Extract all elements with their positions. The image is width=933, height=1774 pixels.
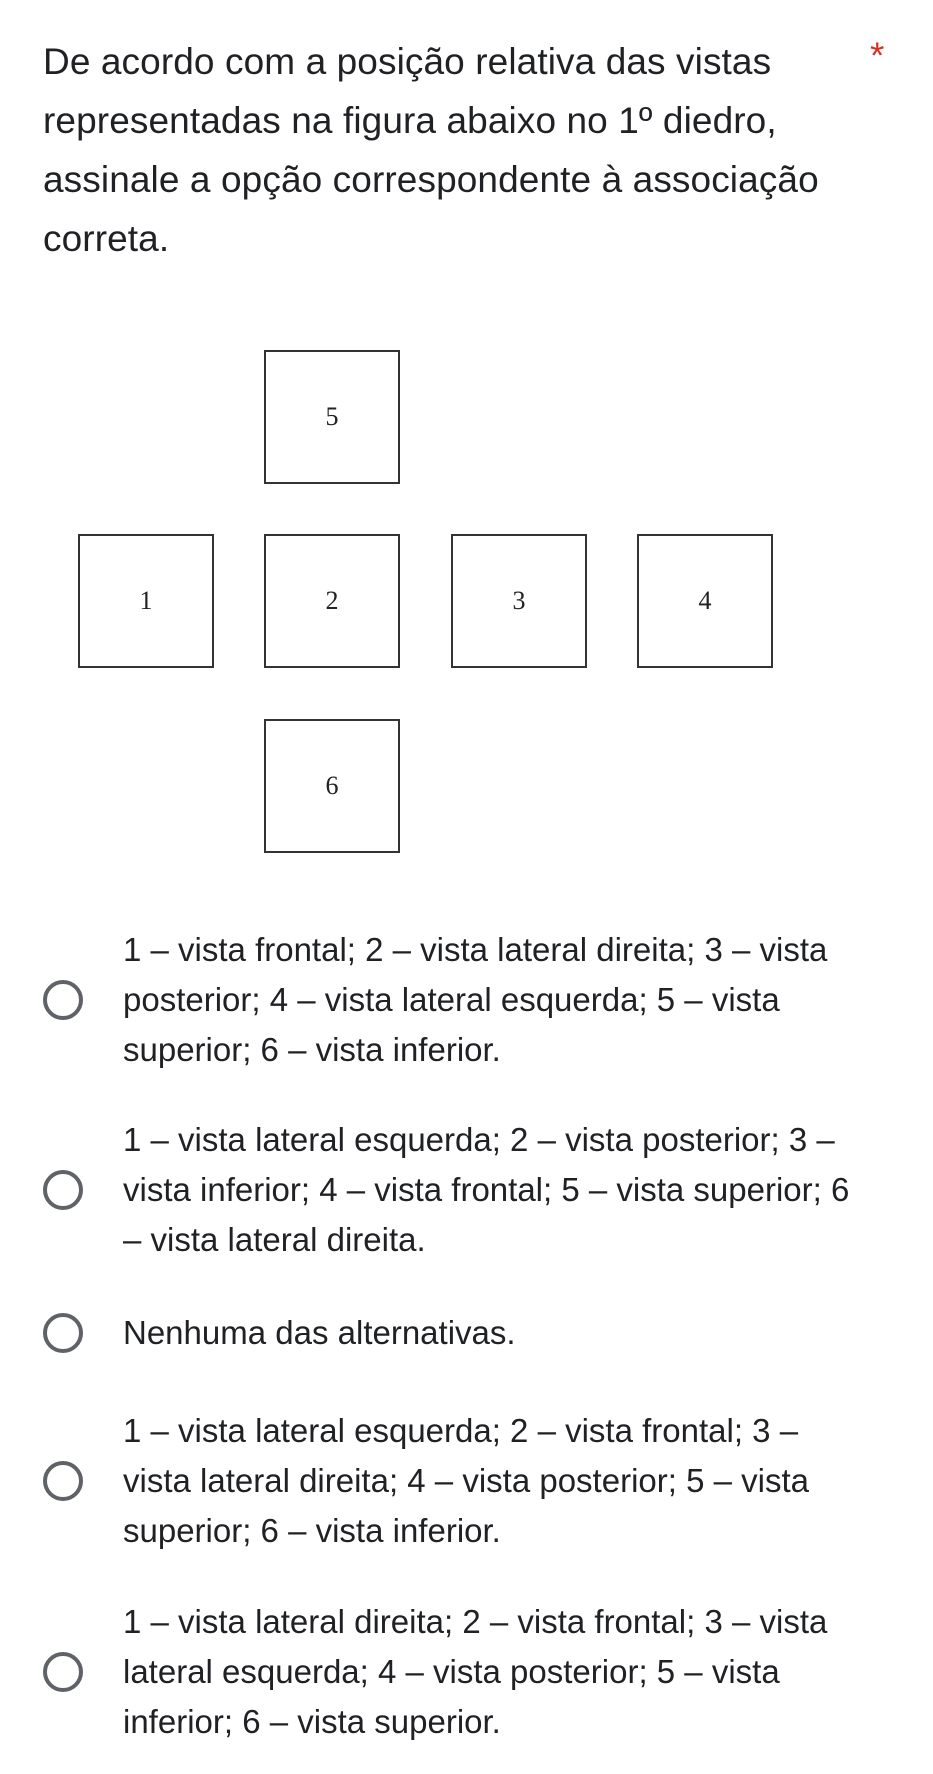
required-asterisk: *	[870, 35, 885, 76]
option-5[interactable]	[43, 1597, 903, 1747]
radio-button[interactable]	[43, 980, 83, 1020]
option-label: Nenhuma das alternativas.	[123, 1314, 516, 1351]
view-box-3: 3	[451, 534, 587, 668]
option-1[interactable]	[43, 925, 903, 1075]
option-label: 1 – vista lateral esquerda; 2 – vista frontal; 3 – vista lateral direita; 4 – vista posterior; 5 – vista superior; 6 – vista inferior.	[123, 1412, 809, 1549]
option-2[interactable]	[43, 1115, 903, 1265]
radio-button[interactable]	[43, 1461, 83, 1501]
option-label: 1 – vista lateral direita; 2 – vista frontal; 3 – vista lateral esquerda; 4 – vista posterior; 5 – vista inferior; 6 – vista superior.	[123, 1603, 828, 1740]
option-label: 1 – vista lateral esquerda; 2 – vista posterior; 3 – vista inferior; 4 – vista frontal; 5 – vista superior; 6 – vista lateral direita.	[123, 1121, 850, 1258]
option-3[interactable]	[43, 1308, 903, 1358]
option-4[interactable]	[43, 1406, 903, 1556]
radio-button[interactable]	[43, 1313, 83, 1353]
question-title: De acordo com a posição relativa das vistas representadas na figura abaixo no 1º diedro, assinale a opção correspondente à associação correta.	[43, 41, 819, 259]
view-box-4: 4	[637, 534, 773, 668]
view-box-5: 5	[264, 350, 400, 484]
view-box-1: 1	[78, 534, 214, 668]
view-box-2: 2	[264, 534, 400, 668]
radio-button[interactable]	[43, 1652, 83, 1692]
view-box-6: 6	[264, 719, 400, 853]
radio-button[interactable]	[43, 1170, 83, 1210]
option-label: 1 – vista frontal; 2 – vista lateral direita; 3 – vista posterior; 4 – vista lateral esquerda; 5 – vista superior; 6 – vista inferior.	[123, 931, 828, 1068]
